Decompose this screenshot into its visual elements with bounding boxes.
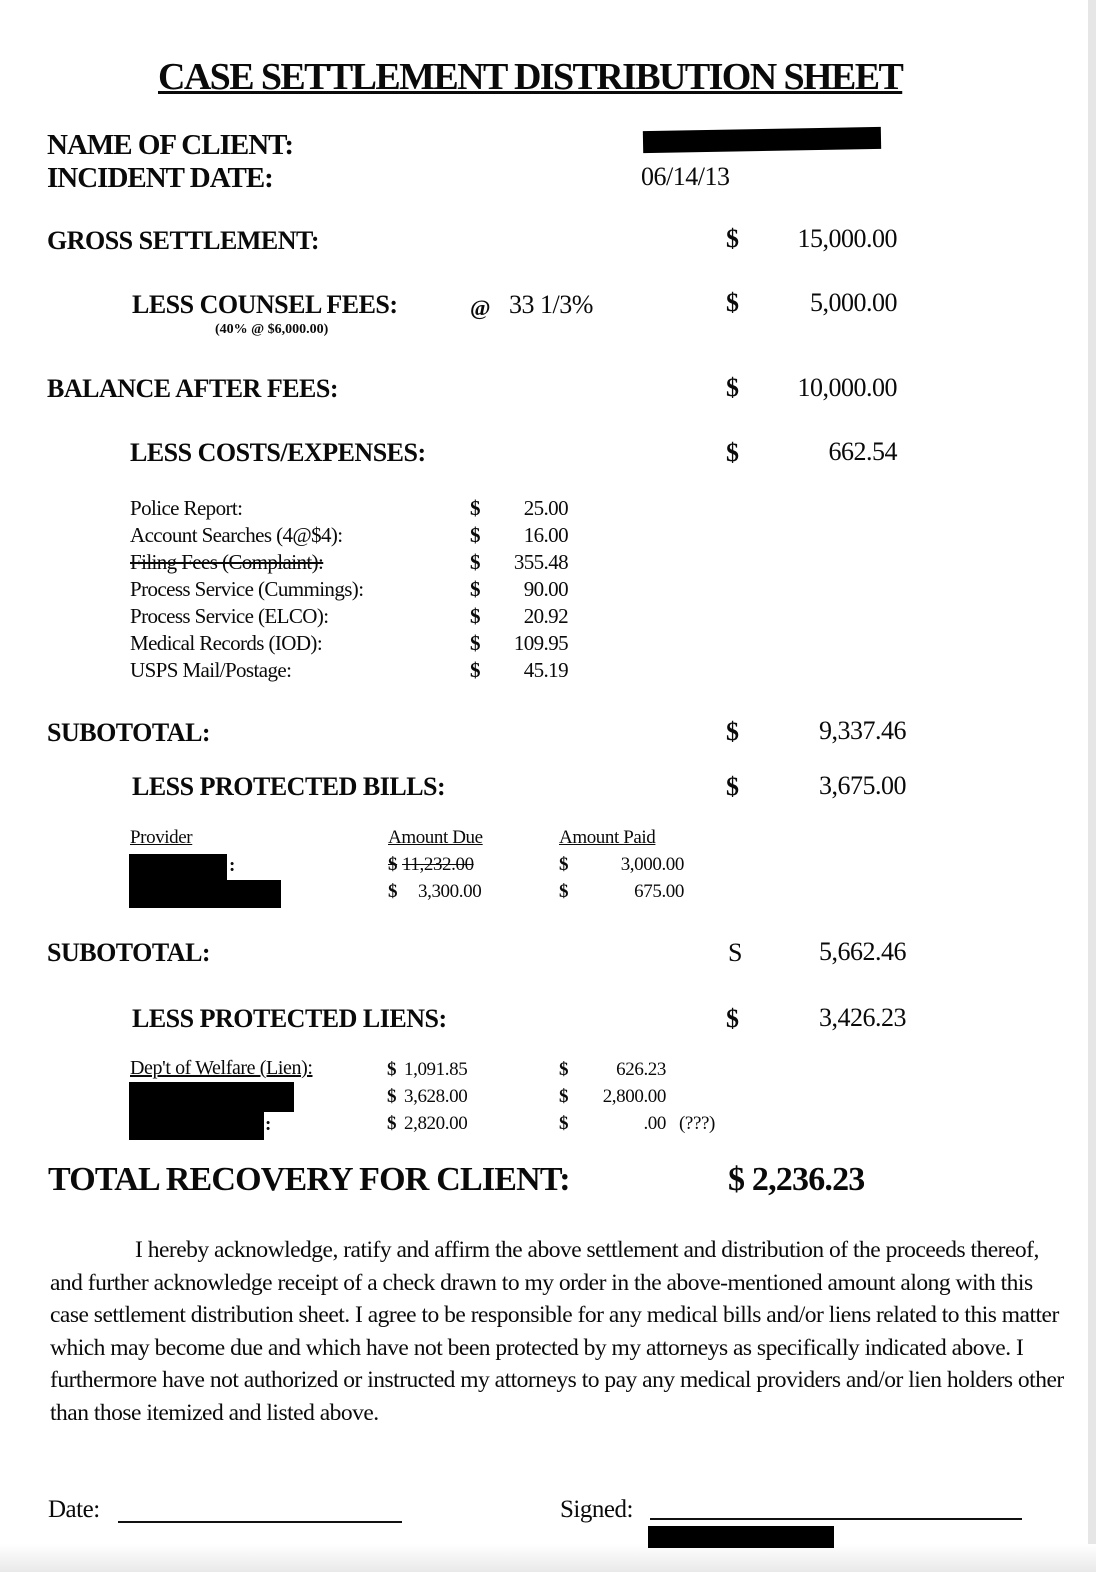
lien-paid-currency: $ bbox=[559, 1059, 569, 1080]
signed-label: Signed: bbox=[560, 1496, 633, 1523]
counsel-fees-currency: $ bbox=[726, 288, 739, 317]
page-title: CASE SETTLEMENT DISTRIBUTION SHEET bbox=[158, 56, 903, 98]
lien-due-amount: 2,820.00 bbox=[404, 1113, 468, 1134]
date-label: Date: bbox=[48, 1496, 100, 1523]
cost-item-label: Police Report: bbox=[130, 496, 243, 520]
lien-due-currency: $ bbox=[387, 1086, 397, 1107]
lien-due-amount: 3,628.00 bbox=[404, 1086, 468, 1107]
bill-due-currency: $ bbox=[388, 881, 398, 902]
page-edge-right bbox=[1088, 0, 1096, 1572]
lien-holder-redaction bbox=[129, 1112, 264, 1140]
incident-date-label: INCIDENT DATE: bbox=[47, 162, 273, 194]
acknowledgement-text: I hereby acknowledge, ratify and affirm the above settlement and distribution of the proceeds thereof, and further acknowledge receipt of a check drawn to my order in the above-mentioned amount along with this case settlement distribution sheet. I agree to be responsible for any medical bills and/or liens related to this matter which may become due and which have not been protected by my attorneys as specifically indicated above. I furthermore have not authorized or instructed my attorneys to pay any medical providers and/or lien holders other than those itemized and listed above. bbox=[50, 1237, 1064, 1426]
subtotal-label: SUBOTOTAL: bbox=[47, 718, 211, 747]
counsel-fees-label: LESS COUNSEL FEES: bbox=[132, 290, 398, 319]
bill-paid-amount: 3,000.00 bbox=[620, 854, 684, 875]
lien-due-currency: $ bbox=[387, 1113, 397, 1134]
cost-item-currency: $ bbox=[470, 496, 480, 520]
cost-item-label: Medical Records (IOD): bbox=[130, 631, 323, 655]
cost-item-currency: $ bbox=[470, 577, 480, 601]
bill-due-amount: 11,232.00 bbox=[402, 854, 474, 875]
subtotal-currency: S bbox=[728, 938, 742, 967]
date-line[interactable] bbox=[118, 1521, 402, 1523]
gross-settlement-currency: $ bbox=[726, 224, 739, 253]
cost-item-amount: 16.00 bbox=[523, 523, 568, 547]
protected-bills-amount: 3,675.00 bbox=[819, 771, 906, 800]
cost-item-amount: 90.00 bbox=[523, 577, 568, 601]
cost-item-currency: $ bbox=[470, 658, 480, 682]
bill-due-amount: 3,300.00 bbox=[418, 881, 482, 902]
provider-colon: : bbox=[229, 855, 235, 876]
lien-due-currency: $ bbox=[387, 1059, 397, 1080]
cost-item-label: Process Service (Cummings): bbox=[130, 577, 364, 601]
bill-paid-amount: 675.00 bbox=[634, 881, 684, 902]
cost-item-currency: $ bbox=[470, 550, 480, 574]
total-recovery-label: TOTAL RECOVERY FOR CLIENT: bbox=[48, 1161, 570, 1198]
cost-item-amount: 355.48 bbox=[513, 550, 568, 574]
protected-liens-label: LESS PROTECTED LIENS: bbox=[132, 1004, 447, 1033]
costs-currency: $ bbox=[726, 438, 739, 467]
provider-redaction bbox=[129, 880, 281, 908]
client-name-label: NAME OF CLIENT: bbox=[47, 129, 293, 161]
subtotal-label: SUBOTOTAL: bbox=[47, 938, 211, 967]
cost-item-amount: 20.92 bbox=[523, 604, 568, 628]
cost-item-currency: $ bbox=[470, 604, 480, 628]
protected-bills-currency: $ bbox=[726, 772, 739, 801]
signature-line[interactable] bbox=[650, 1518, 1022, 1520]
cost-item-label: Process Service (ELCO): bbox=[130, 604, 329, 628]
cost-item-label: Filing Fees (Complaint): bbox=[130, 550, 324, 574]
counsel-fees-amount: 5,000.00 bbox=[810, 288, 897, 317]
incident-date-value: 06/14/13 bbox=[641, 162, 730, 191]
lien-paid-note: (???) bbox=[679, 1113, 715, 1134]
protected-bills-label: LESS PROTECTED BILLS: bbox=[132, 772, 446, 801]
lien-paid-amount: 2,800.00 bbox=[602, 1086, 666, 1107]
provider-redaction bbox=[129, 854, 227, 880]
gross-settlement-amount: 15,000.00 bbox=[797, 224, 897, 253]
bill-paid-currency: $ bbox=[559, 854, 569, 875]
lien-due-amount: 1,091.85 bbox=[404, 1059, 468, 1080]
cost-item-currency: $ bbox=[470, 631, 480, 655]
protected-liens-currency: $ bbox=[726, 1004, 739, 1033]
bills-header-paid: Amount Paid bbox=[559, 827, 656, 848]
protected-liens-amount: 3,426.23 bbox=[819, 1003, 906, 1032]
cost-item-amount: 45.19 bbox=[523, 658, 568, 682]
cost-item-label: USPS Mail/Postage: bbox=[130, 658, 292, 682]
lien-paid-amount: .00 bbox=[643, 1113, 666, 1134]
bills-header-due: Amount Due bbox=[388, 827, 483, 848]
bill-paid-currency: $ bbox=[559, 881, 569, 902]
balance-after-fees-label: BALANCE AFTER FEES: bbox=[47, 374, 338, 403]
lien-holder-colon: : bbox=[265, 1114, 271, 1135]
gross-settlement-label: GROSS SETTLEMENT: bbox=[47, 226, 320, 255]
bill-due-currency: $ bbox=[388, 854, 398, 875]
lien-paid-currency: $ bbox=[559, 1086, 569, 1107]
counsel-fees-note: (40% @ $6,000.00) bbox=[215, 322, 329, 337]
lien-holder-redaction bbox=[129, 1082, 294, 1112]
subtotal-amount: 5,662.46 bbox=[819, 937, 906, 966]
cost-item-label: Account Searches (4@$4): bbox=[130, 523, 343, 547]
lien-paid-currency: $ bbox=[559, 1113, 569, 1134]
lien-paid-amount: 626.23 bbox=[616, 1059, 666, 1080]
balance-amount: 10,000.00 bbox=[797, 373, 897, 402]
total-recovery-amount: $ 2,236.23 bbox=[728, 1161, 865, 1198]
cost-item-amount: 109.95 bbox=[513, 631, 568, 655]
costs-expenses-label: LESS COSTS/EXPENSES: bbox=[130, 438, 426, 467]
subtotal-amount: 9,337.46 bbox=[819, 716, 906, 745]
page-edge-bottom bbox=[0, 1544, 1096, 1572]
bills-header-provider: Provider bbox=[130, 827, 193, 848]
costs-amount: 662.54 bbox=[828, 437, 897, 466]
counsel-fees-at: @ bbox=[470, 295, 491, 320]
cost-item-amount: 25.00 bbox=[523, 496, 568, 520]
balance-currency: $ bbox=[726, 373, 739, 402]
lien-holder-label: Dep't of Welfare (Lien): bbox=[130, 1057, 313, 1079]
counsel-fees-rate: 33 1/3% bbox=[509, 290, 593, 319]
client-name-redaction bbox=[643, 127, 881, 153]
signature-name-redaction bbox=[648, 1526, 834, 1548]
cost-item-currency: $ bbox=[470, 523, 480, 547]
subtotal-currency: $ bbox=[726, 717, 739, 746]
